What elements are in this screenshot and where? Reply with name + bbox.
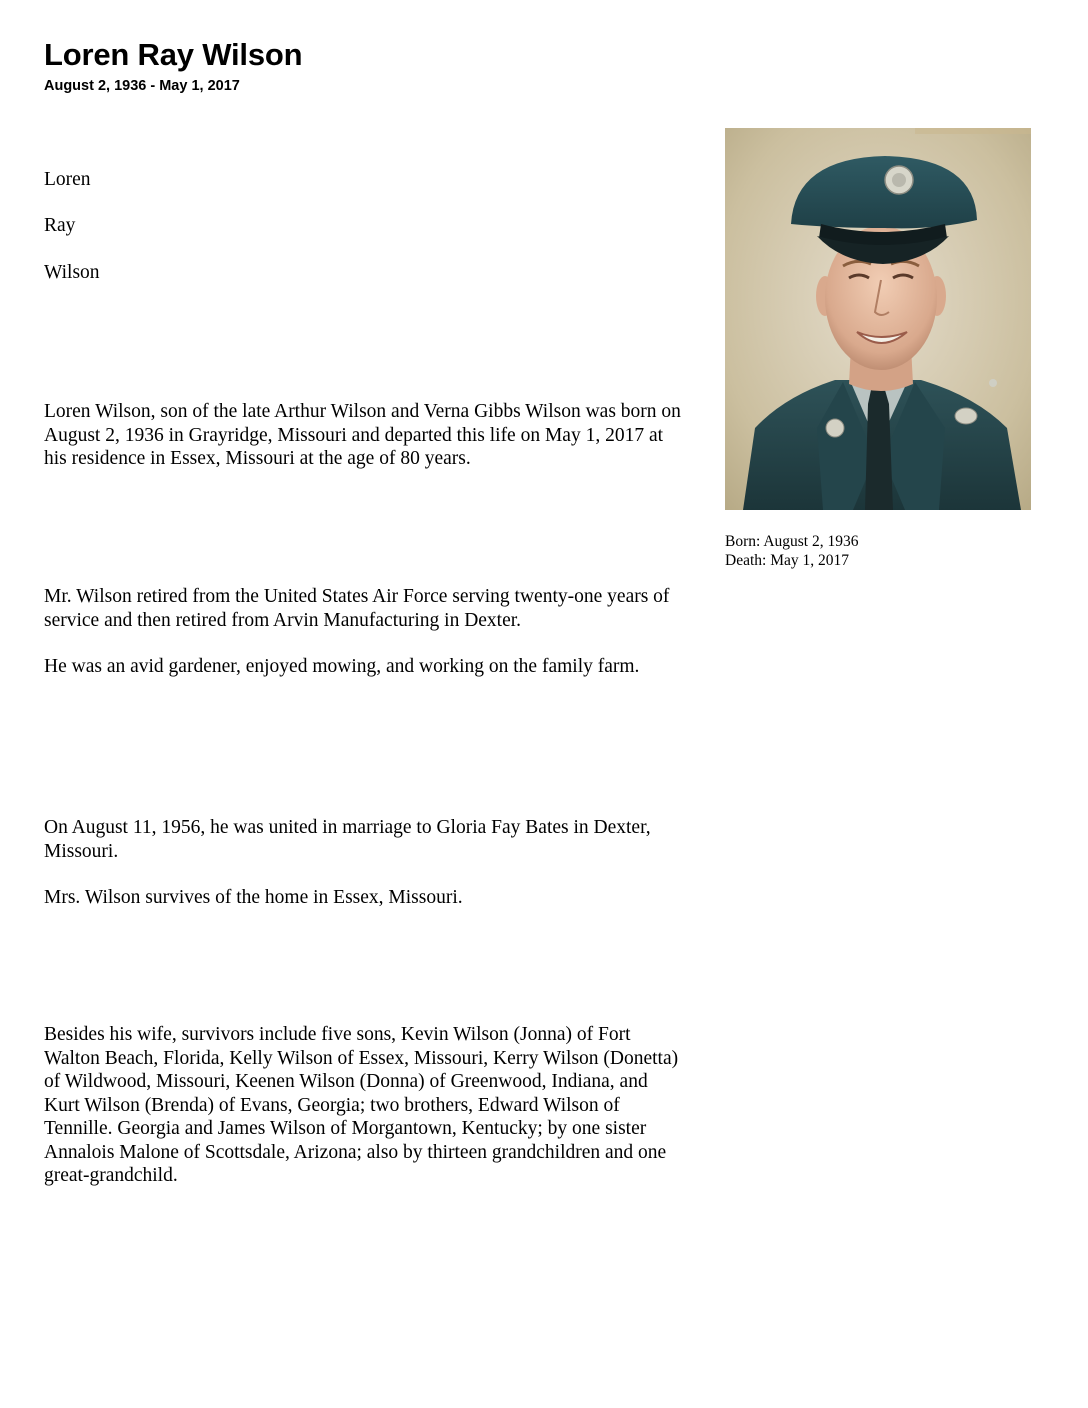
born-date: Born: August 2, 1936	[725, 533, 859, 550]
page-title: Loren Ray Wilson	[44, 37, 303, 72]
name-line-first: Loren	[44, 169, 91, 190]
paragraph-marriage: On August 11, 1956, he was united in marriage to Gloria Fay Bates in Dexter, Missouri.	[44, 817, 651, 862]
portrait-photo	[725, 128, 1031, 510]
paragraph-career: Mr. Wilson retired from the United States Air Force serving twenty-one years of service and then retired from Arvin Manufacturing in Dexter.	[44, 586, 670, 631]
death-date: Death: May 1, 2017	[725, 552, 849, 569]
paragraph-spouse: Mrs. Wilson survives of the home in Essex, Missouri.	[44, 887, 463, 908]
paragraph-intro: Loren Wilson, son of the late Arthur Wilson and Verna Gibbs Wilson was born on August 2, 1936 in Grayridge, Missouri and departed this life on May 1, 2017 at his residence in Essex, Missouri at the age of 80 years.	[44, 401, 681, 469]
paragraph-hobbies: He was an avid gardener, enjoyed mowing, and working on the family farm.	[44, 656, 640, 677]
life-dates: August 2, 1936 - May 1, 2017	[44, 78, 240, 94]
photo-caption	[725, 532, 858, 570]
paragraph-survivors: Besides his wife, survivors include five sons, Kevin Wilson (Jonna) of Fort Walton Beach, Florida, Kelly Wilson of Essex, Missouri, Kerry Wilson (Donetta) of Wildwood, Missouri, Keenen Wilson (Donna) of Greenwood, Indiana, and Kurt Wilson (Brenda) of Evans, Georgia; two brothers, Edward Wilson of Tennille. Georgia and James Wilson of Morgantown, Kentucky; by one sister Annalois Malone of Scottsdale, Arizona; also by thirteen grandchildren and one great-grandchild.	[44, 1024, 679, 1186]
name-line-last: Wilson	[44, 262, 100, 283]
name-line-middle: Ray	[44, 215, 76, 236]
